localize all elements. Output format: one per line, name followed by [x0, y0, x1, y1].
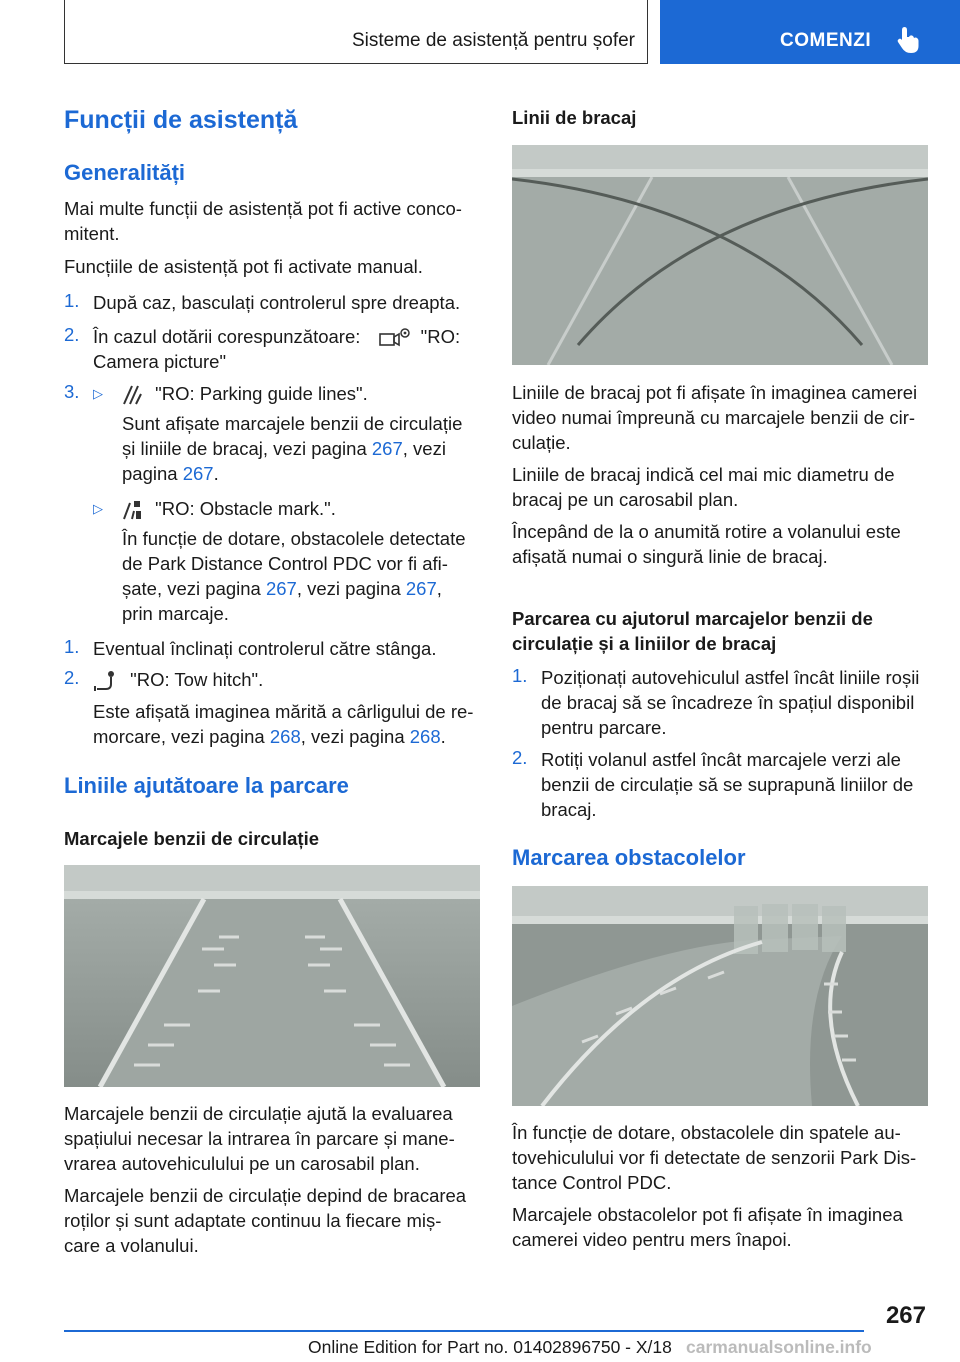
paragraph-line: camerei video pentru mers înapoi.	[512, 1229, 792, 1250]
desc-text: ,	[436, 578, 442, 599]
page-link[interactable]: 267	[182, 463, 214, 484]
step-desc	[93, 724, 446, 749]
step-number: 2.	[512, 747, 528, 768]
step-number: 3.	[64, 381, 80, 402]
paragraph-line: Liniile de bracaj pot fi afișate în imaginea camerei	[512, 382, 918, 403]
bullet-desc	[122, 461, 219, 486]
step-text: Eventual înclinați controlerul către stânga.	[93, 638, 437, 659]
desc-text: .	[440, 726, 446, 747]
hand-pointer-icon	[896, 26, 922, 54]
paragraph-line: vrarea autovehiculului pe un carosabil plan.	[64, 1153, 420, 1174]
bullet-desc: În funcție de dotare, obstacolele detectate	[122, 528, 466, 549]
header-section-title: Sisteme de asistență pentru șofer	[351, 30, 635, 51]
heading-parking-with-markings: circulație și a liniilor de bracaj	[512, 633, 777, 654]
page-link[interactable]: 268	[269, 726, 301, 747]
obstacle-marking-illustration	[512, 886, 928, 1106]
desc-text: morcare, vezi pagina	[93, 726, 265, 747]
paragraph-line: care a volanului.	[64, 1235, 199, 1256]
step-number: 2.	[64, 324, 80, 345]
bullet-desc	[122, 436, 446, 461]
step-text: Poziționați autovehiculul astfel încât liniile roșii	[541, 667, 920, 688]
footer-edition: Online Edition for Part no. 01402896750 - X/18	[308, 1337, 672, 1357]
camera-settings-icon	[378, 326, 412, 350]
desc-text: .	[213, 463, 219, 484]
paragraph-line: bracaj pe un carosabil plan.	[512, 489, 739, 510]
bullet-label: "RO: Parking guide lines".	[155, 383, 368, 404]
step-text-part: În cazul dotării corespunzătoare:	[93, 326, 361, 347]
step-number: 1.	[64, 636, 80, 657]
bullet-text	[122, 496, 336, 521]
paragraph-line: Începând de la o anumită rotire a volanului este	[512, 521, 901, 542]
paragraph-line: culație.	[512, 432, 571, 453]
triangle-bullet-icon: ▷	[93, 386, 103, 401]
heading-parking-with-markings: Parcarea cu ajutorul marcajelor benzii de	[512, 608, 873, 629]
triangle-bullet-icon: ▷	[93, 501, 103, 516]
header-chapter-label: COMENZI	[780, 30, 872, 51]
paragraph-line: afișată numai o singură linie de bracaj.	[512, 546, 828, 567]
heading-lane-markings: Marcajele benzii de circulație	[64, 828, 319, 849]
guide-lines-icon	[122, 384, 142, 406]
paragraph-line: roților și sunt adaptate continuu la fiecare miș-	[64, 1210, 442, 1231]
paragraph-line: Mai multe funcții de asistență pot fi active conco-	[64, 198, 462, 219]
step-text: benzii de circulație să se suprapună liniilor de	[541, 774, 914, 795]
step-number: 2.	[64, 667, 80, 688]
desc-text: și liniile de bracaj, vezi pagina	[122, 438, 367, 459]
step-text: bracaj.	[541, 799, 597, 820]
bullet-desc: de Park Distance Control PDC vor fi afi-	[122, 553, 448, 574]
desc-text: , vezi pagina	[300, 726, 405, 747]
step-number: 1.	[512, 665, 528, 686]
page-link[interactable]: 267	[405, 578, 437, 599]
page-link[interactable]: 267	[265, 578, 297, 599]
heading-turning-lines: Linii de bracaj	[512, 107, 637, 128]
step-text: pentru parcare.	[541, 717, 667, 738]
step-text: Rotiți volanul astfel încât marcajele verzi ale	[541, 749, 901, 770]
paragraph-line: În funcție de dotare, obstacolele din spatele au-	[512, 1122, 901, 1143]
paragraph-line: Marcajele benzii de circulație depind de bracarea	[64, 1185, 467, 1206]
step-text: După caz, basculați controlerul spre dreapta.	[93, 292, 461, 313]
paragraph-line: spațiului necesar la intrarea în parcare și mane-	[64, 1128, 455, 1149]
paragraph-line: Liniile de bracaj indică cel mai mic diametru de	[512, 464, 895, 485]
footer-divider	[64, 1330, 864, 1332]
paragraph-line: Marcajele obstacolelor pot fi afișate în imaginea	[512, 1204, 903, 1225]
step-text	[93, 324, 460, 350]
desc-text: șate, vezi pagina	[122, 578, 261, 599]
paragraph-line: video numai împreună cu marcajele benzii de cir-	[512, 407, 916, 428]
heading-general: Generalități	[64, 160, 186, 185]
paragraph-line: mitent.	[64, 223, 120, 244]
bullet-desc: Sunt afișate marcajele benzii de circulație	[122, 413, 463, 434]
header-chapter-tab[interactable]	[660, 0, 960, 64]
footer-watermark: carmanualsonline.info	[686, 1337, 872, 1357]
page-link[interactable]: 268	[409, 726, 441, 747]
page-link[interactable]: 267	[371, 438, 403, 459]
page-number: 267	[885, 1302, 926, 1329]
paragraph-line: tovehiculului vor fi detectate de senzorii Park Dis-	[512, 1147, 917, 1168]
step-text	[93, 667, 263, 692]
heading-obstacle-marking: Marcarea obstacolelor	[512, 845, 746, 870]
paragraph-line: Funcțiile de asistență pot fi activate manual.	[64, 256, 423, 277]
bullet-desc: prin marcaje.	[122, 603, 229, 624]
desc-text: , vezi	[402, 438, 446, 459]
bullet-text	[122, 381, 368, 406]
tow-hitch-icon	[93, 670, 117, 692]
turning-lines-illustration	[512, 145, 928, 365]
step-text-part: "RO:	[420, 326, 461, 347]
heading-parking-lines: Liniile ajutătoare la parcare	[64, 773, 349, 798]
step-number: 1.	[64, 290, 80, 311]
paragraph-line: tance Control PDC.	[512, 1172, 672, 1193]
step-label: "RO: Tow hitch".	[130, 669, 264, 690]
step-text: Camera picture"	[93, 351, 227, 372]
paragraph-line: Marcajele benzii de circulație ajută la evaluarea	[64, 1103, 453, 1124]
desc-text: pagina	[122, 463, 178, 484]
desc-text: , vezi pagina	[296, 578, 401, 599]
bullet-label: "RO: Obstacle mark.".	[155, 498, 336, 519]
step-desc: Este afișată imaginea mărită a cârligului de re-	[93, 701, 474, 722]
lane-markings-illustration	[64, 865, 480, 1087]
heading-assist-functions: Funcții de asistență	[64, 106, 298, 134]
header-section-box	[64, 0, 648, 64]
bullet-desc	[122, 576, 442, 601]
obstacle-mark-icon	[122, 499, 142, 521]
step-text: de bracaj să se încadreze în spațiul disponibil	[541, 692, 915, 713]
